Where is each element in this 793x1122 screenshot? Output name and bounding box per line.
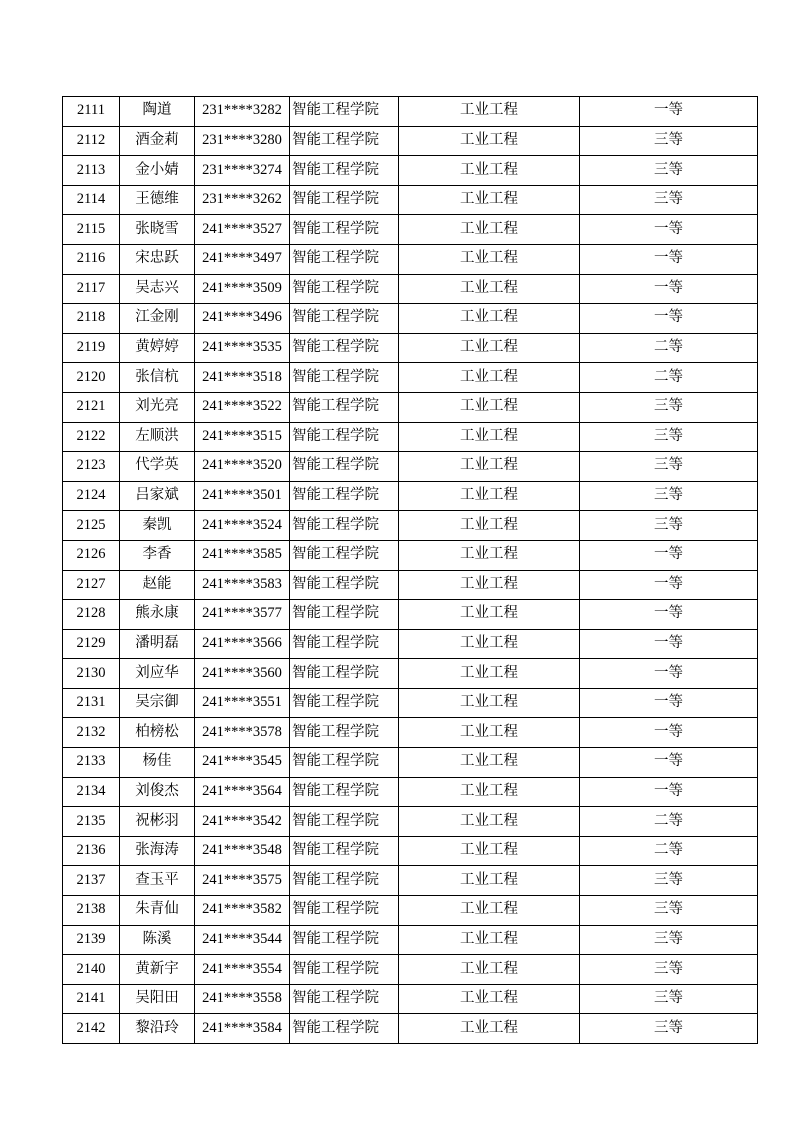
cell-id: 2134: [63, 777, 120, 807]
table-row: [63, 481, 758, 511]
cell-phone: 241****3497: [195, 244, 290, 274]
cell-name: 刘光亮: [120, 392, 195, 422]
cell-id: 2135: [63, 807, 120, 837]
cell-department: 智能工程学院: [290, 333, 399, 363]
cell-award: 二等: [580, 333, 758, 363]
cell-phone: 241****3582: [195, 896, 290, 926]
cell-name: 吕家斌: [120, 481, 195, 511]
cell-id: 2126: [63, 540, 120, 570]
cell-award: 一等: [580, 215, 758, 245]
cell-name: 江金刚: [120, 304, 195, 334]
table-row: [63, 955, 758, 985]
cell-phone: 241****3522: [195, 392, 290, 422]
cell-phone: 241****3577: [195, 600, 290, 630]
table-body: [63, 97, 758, 1044]
cell-phone: 241****3520: [195, 452, 290, 482]
cell-department: 智能工程学院: [290, 600, 399, 630]
cell-major: 工业工程: [399, 244, 580, 274]
cell-major: 工业工程: [399, 866, 580, 896]
cell-name: 宋忠跃: [120, 244, 195, 274]
cell-major: 工业工程: [399, 688, 580, 718]
cell-award: 三等: [580, 422, 758, 452]
cell-award: 一等: [580, 97, 758, 127]
cell-major: 工业工程: [399, 896, 580, 926]
cell-major: 工业工程: [399, 156, 580, 186]
cell-department: 智能工程学院: [290, 688, 399, 718]
table-row: [63, 836, 758, 866]
cell-major: 工业工程: [399, 274, 580, 304]
cell-department: 智能工程学院: [290, 304, 399, 334]
cell-phone: 241****3518: [195, 363, 290, 393]
cell-phone: 241****3551: [195, 688, 290, 718]
cell-phone: 241****3583: [195, 570, 290, 600]
cell-phone: 241****3566: [195, 629, 290, 659]
cell-phone: 241****3501: [195, 481, 290, 511]
cell-department: 智能工程学院: [290, 570, 399, 600]
cell-department: 智能工程学院: [290, 422, 399, 452]
cell-phone: 241****3524: [195, 511, 290, 541]
table-row: [63, 629, 758, 659]
cell-phone: 241****3542: [195, 807, 290, 837]
cell-phone: 241****3575: [195, 866, 290, 896]
cell-department: 智能工程学院: [290, 925, 399, 955]
cell-name: 查玉平: [120, 866, 195, 896]
cell-major: 工业工程: [399, 304, 580, 334]
cell-id: 2114: [63, 185, 120, 215]
cell-department: 智能工程学院: [290, 718, 399, 748]
cell-department: 智能工程学院: [290, 1014, 399, 1044]
cell-department: 智能工程学院: [290, 511, 399, 541]
cell-name: 陈溪: [120, 925, 195, 955]
cell-id: 2133: [63, 748, 120, 778]
cell-major: 工业工程: [399, 718, 580, 748]
cell-phone: 241****3585: [195, 540, 290, 570]
cell-phone: 231****3282: [195, 97, 290, 127]
cell-phone: 241****3558: [195, 984, 290, 1014]
cell-id: 2118: [63, 304, 120, 334]
cell-department: 智能工程学院: [290, 185, 399, 215]
cell-major: 工业工程: [399, 363, 580, 393]
cell-phone: 241****3578: [195, 718, 290, 748]
table-row: [63, 777, 758, 807]
cell-name: 金小婧: [120, 156, 195, 186]
table-row: [63, 392, 758, 422]
cell-department: 智能工程学院: [290, 452, 399, 482]
cell-name: 张晓雪: [120, 215, 195, 245]
cell-award: 三等: [580, 185, 758, 215]
cell-name: 左顺洪: [120, 422, 195, 452]
cell-id: 2129: [63, 629, 120, 659]
table-row: [63, 570, 758, 600]
cell-major: 工业工程: [399, 600, 580, 630]
table-row: [63, 97, 758, 127]
cell-name: 张海涛: [120, 836, 195, 866]
cell-name: 张信杭: [120, 363, 195, 393]
cell-department: 智能工程学院: [290, 244, 399, 274]
cell-phone: 241****3544: [195, 925, 290, 955]
cell-id: 2128: [63, 600, 120, 630]
cell-name: 王德维: [120, 185, 195, 215]
table-row: [63, 244, 758, 274]
cell-id: 2142: [63, 1014, 120, 1044]
cell-major: 工业工程: [399, 97, 580, 127]
cell-name: 朱青仙: [120, 896, 195, 926]
cell-id: 2140: [63, 955, 120, 985]
cell-award: 三等: [580, 452, 758, 482]
table-row: [63, 807, 758, 837]
cell-id: 2132: [63, 718, 120, 748]
table-row: [63, 1014, 758, 1044]
cell-major: 工业工程: [399, 540, 580, 570]
cell-major: 工业工程: [399, 215, 580, 245]
cell-major: 工业工程: [399, 777, 580, 807]
table-row: [63, 866, 758, 896]
cell-department: 智能工程学院: [290, 156, 399, 186]
cell-department: 智能工程学院: [290, 481, 399, 511]
cell-id: 2116: [63, 244, 120, 274]
cell-name: 黄新宇: [120, 955, 195, 985]
table-row: [63, 274, 758, 304]
cell-department: 智能工程学院: [290, 215, 399, 245]
cell-id: 2117: [63, 274, 120, 304]
cell-department: 智能工程学院: [290, 777, 399, 807]
cell-name: 吴阳田: [120, 984, 195, 1014]
cell-id: 2113: [63, 156, 120, 186]
cell-award: 三等: [580, 896, 758, 926]
scholarship-table: [62, 96, 758, 1044]
cell-major: 工业工程: [399, 392, 580, 422]
cell-id: 2136: [63, 836, 120, 866]
cell-major: 工业工程: [399, 659, 580, 689]
cell-award: 三等: [580, 866, 758, 896]
cell-name: 吴宗御: [120, 688, 195, 718]
cell-department: 智能工程学院: [290, 984, 399, 1014]
cell-award: 一等: [580, 748, 758, 778]
cell-id: 2120: [63, 363, 120, 393]
cell-id: 2119: [63, 333, 120, 363]
cell-department: 智能工程学院: [290, 748, 399, 778]
cell-phone: 231****3280: [195, 126, 290, 156]
cell-award: 三等: [580, 984, 758, 1014]
table-row: [63, 511, 758, 541]
cell-id: 2125: [63, 511, 120, 541]
table-row: [63, 215, 758, 245]
cell-department: 智能工程学院: [290, 126, 399, 156]
cell-phone: 241****3560: [195, 659, 290, 689]
cell-id: 2121: [63, 392, 120, 422]
cell-phone: 241****3535: [195, 333, 290, 363]
table-row: [63, 925, 758, 955]
cell-id: 2112: [63, 126, 120, 156]
cell-major: 工业工程: [399, 481, 580, 511]
cell-phone: 231****3262: [195, 185, 290, 215]
cell-name: 陶道: [120, 97, 195, 127]
cell-department: 智能工程学院: [290, 896, 399, 926]
cell-award: 三等: [580, 481, 758, 511]
table-row: [63, 452, 758, 482]
cell-award: 三等: [580, 392, 758, 422]
cell-id: 2137: [63, 866, 120, 896]
cell-major: 工业工程: [399, 185, 580, 215]
table-row: [63, 718, 758, 748]
cell-award: 一等: [580, 659, 758, 689]
cell-id: 2138: [63, 896, 120, 926]
table-row: [63, 600, 758, 630]
table-row: [63, 896, 758, 926]
cell-id: 2139: [63, 925, 120, 955]
cell-major: 工业工程: [399, 333, 580, 363]
table-row: [63, 126, 758, 156]
cell-major: 工业工程: [399, 955, 580, 985]
cell-award: 一等: [580, 629, 758, 659]
cell-award: 一等: [580, 688, 758, 718]
cell-name: 潘明磊: [120, 629, 195, 659]
table-row: [63, 185, 758, 215]
cell-major: 工业工程: [399, 422, 580, 452]
cell-major: 工业工程: [399, 570, 580, 600]
cell-name: 黎沿玲: [120, 1014, 195, 1044]
cell-department: 智能工程学院: [290, 836, 399, 866]
cell-major: 工业工程: [399, 1014, 580, 1044]
cell-department: 智能工程学院: [290, 955, 399, 985]
cell-major: 工业工程: [399, 925, 580, 955]
cell-major: 工业工程: [399, 452, 580, 482]
cell-award: 一等: [580, 304, 758, 334]
cell-award: 三等: [580, 156, 758, 186]
cell-award: 一等: [580, 718, 758, 748]
cell-phone: 241****3496: [195, 304, 290, 334]
cell-major: 工业工程: [399, 511, 580, 541]
table-row: [63, 304, 758, 334]
cell-name: 赵能: [120, 570, 195, 600]
cell-award: 一等: [580, 244, 758, 274]
cell-name: 柏榜松: [120, 718, 195, 748]
cell-award: 三等: [580, 925, 758, 955]
cell-phone: 231****3274: [195, 156, 290, 186]
cell-award: 三等: [580, 1014, 758, 1044]
cell-award: 一等: [580, 600, 758, 630]
cell-id: 2131: [63, 688, 120, 718]
cell-department: 智能工程学院: [290, 363, 399, 393]
cell-name: 黄婷婷: [120, 333, 195, 363]
cell-phone: 241****3564: [195, 777, 290, 807]
cell-major: 工业工程: [399, 629, 580, 659]
cell-award: 三等: [580, 955, 758, 985]
cell-award: 二等: [580, 836, 758, 866]
table-row: [63, 540, 758, 570]
cell-name: 酒金莉: [120, 126, 195, 156]
cell-department: 智能工程学院: [290, 97, 399, 127]
cell-award: 三等: [580, 126, 758, 156]
cell-phone: 241****3515: [195, 422, 290, 452]
table-row: [63, 422, 758, 452]
cell-department: 智能工程学院: [290, 866, 399, 896]
cell-phone: 241****3584: [195, 1014, 290, 1044]
cell-name: 熊永康: [120, 600, 195, 630]
cell-major: 工业工程: [399, 126, 580, 156]
cell-phone: 241****3545: [195, 748, 290, 778]
cell-major: 工业工程: [399, 836, 580, 866]
cell-id: 2130: [63, 659, 120, 689]
cell-phone: 241****3509: [195, 274, 290, 304]
cell-name: 代学英: [120, 452, 195, 482]
cell-phone: 241****3554: [195, 955, 290, 985]
cell-award: 二等: [580, 807, 758, 837]
cell-phone: 241****3548: [195, 836, 290, 866]
cell-major: 工业工程: [399, 984, 580, 1014]
table-row: [63, 748, 758, 778]
cell-award: 一等: [580, 777, 758, 807]
table-row: [63, 333, 758, 363]
cell-department: 智能工程学院: [290, 807, 399, 837]
cell-department: 智能工程学院: [290, 540, 399, 570]
cell-department: 智能工程学院: [290, 659, 399, 689]
cell-award: 一等: [580, 274, 758, 304]
cell-name: 刘俊杰: [120, 777, 195, 807]
cell-id: 2111: [63, 97, 120, 127]
cell-name: 吴志兴: [120, 274, 195, 304]
cell-name: 李香: [120, 540, 195, 570]
table-row: [63, 363, 758, 393]
cell-department: 智能工程学院: [290, 274, 399, 304]
cell-department: 智能工程学院: [290, 629, 399, 659]
cell-department: 智能工程学院: [290, 392, 399, 422]
cell-id: 2124: [63, 481, 120, 511]
cell-phone: 241****3527: [195, 215, 290, 245]
cell-name: 秦凯: [120, 511, 195, 541]
cell-id: 2115: [63, 215, 120, 245]
cell-award: 一等: [580, 540, 758, 570]
cell-major: 工业工程: [399, 748, 580, 778]
cell-major: 工业工程: [399, 807, 580, 837]
cell-id: 2122: [63, 422, 120, 452]
table-row: [63, 688, 758, 718]
table-row: [63, 984, 758, 1014]
cell-name: 杨佳: [120, 748, 195, 778]
table-row: [63, 156, 758, 186]
cell-award: 一等: [580, 570, 758, 600]
cell-id: 2141: [63, 984, 120, 1014]
cell-id: 2127: [63, 570, 120, 600]
cell-award: 二等: [580, 363, 758, 393]
cell-award: 三等: [580, 511, 758, 541]
cell-name: 祝彬羽: [120, 807, 195, 837]
cell-id: 2123: [63, 452, 120, 482]
table-row: [63, 659, 758, 689]
cell-name: 刘应华: [120, 659, 195, 689]
